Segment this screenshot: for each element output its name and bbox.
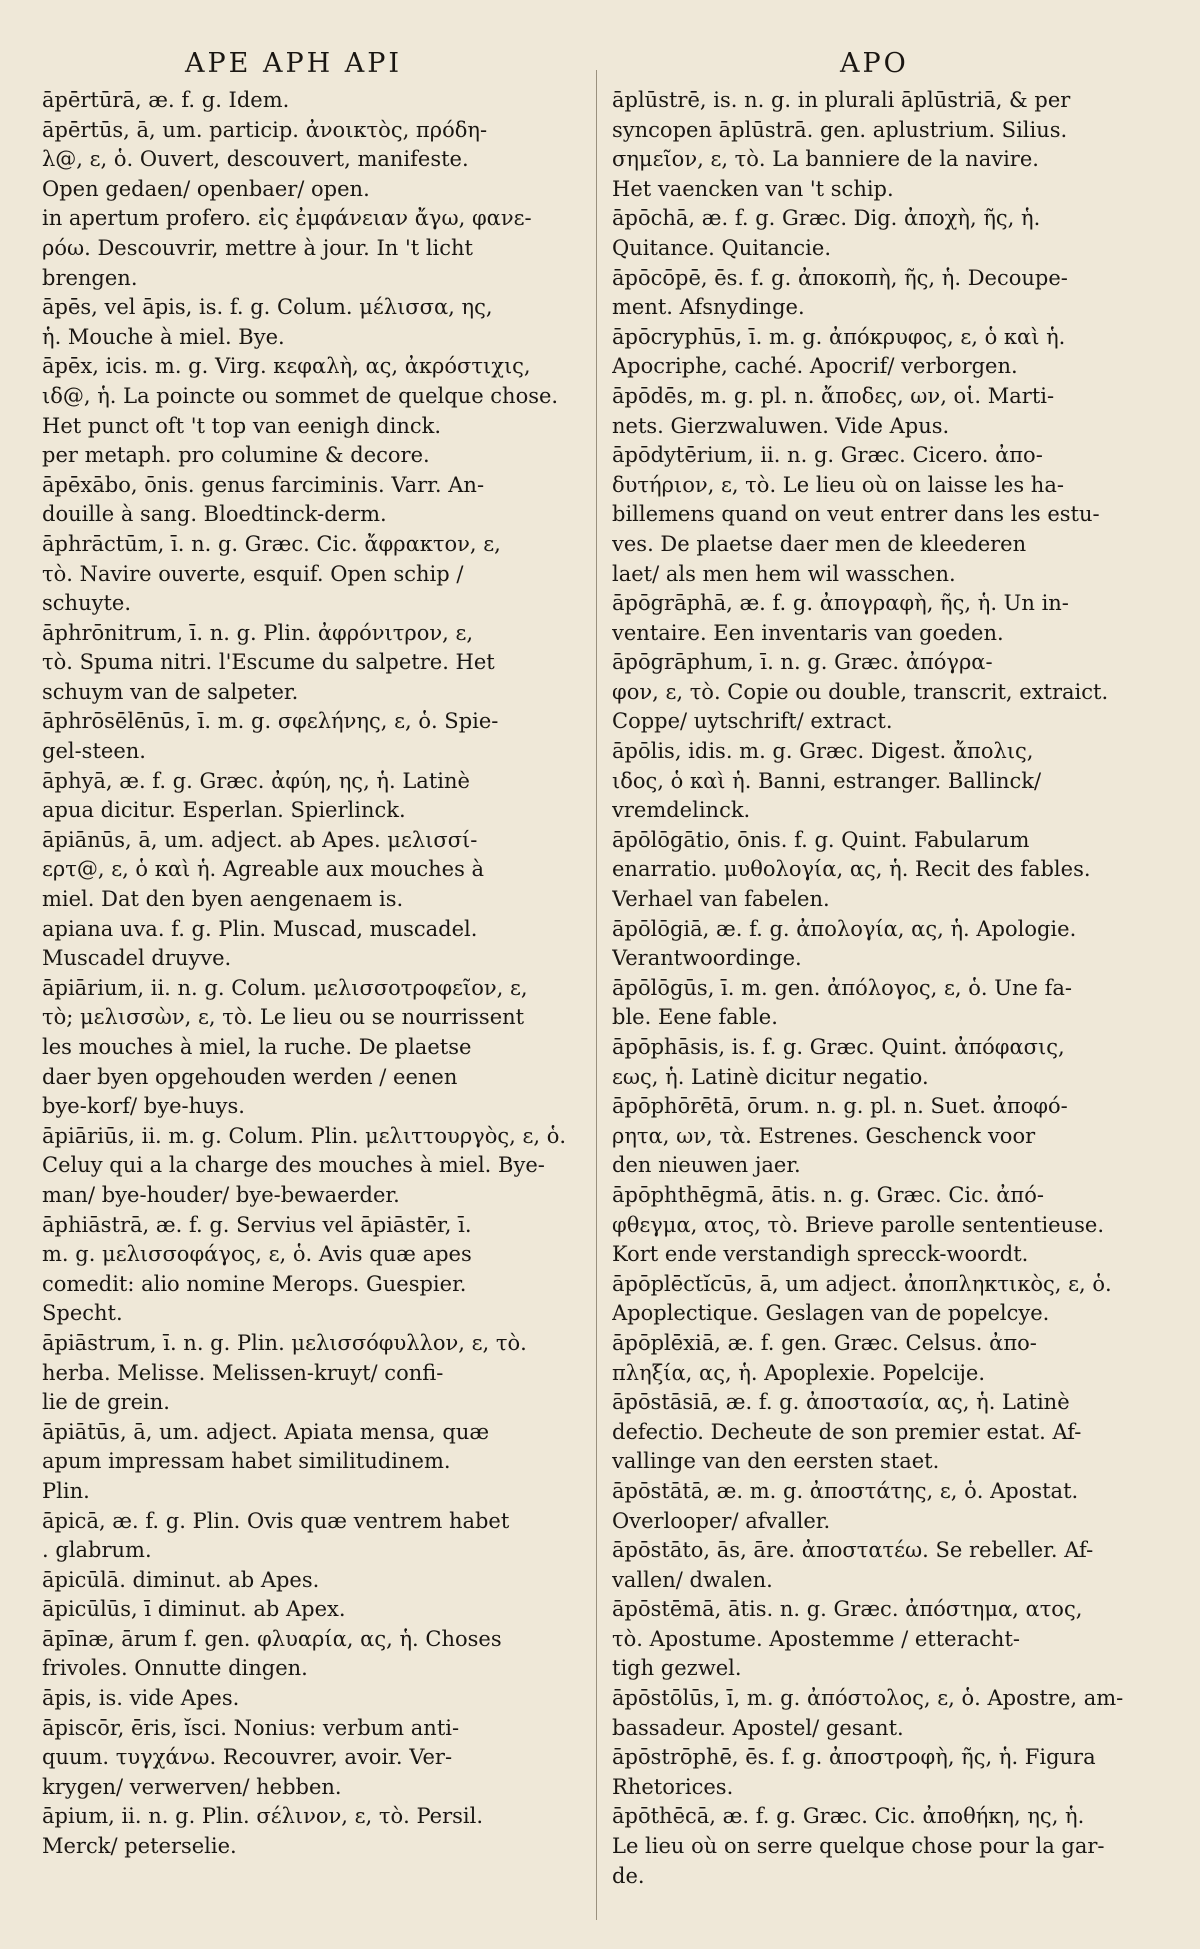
dictionary-line: vallinge van den eersten staet. [612, 1449, 940, 1474]
dictionary-line: τὸ. Navire ouverte, esquif. Open schip / [42, 561, 464, 586]
dictionary-line: āpōlōgūs, ī. m. gen. ἀπόλογος, ε, ὁ. Une fa- [612, 975, 1072, 1000]
dictionary-line: āpōgrāphā, æ. f. g. ἀπογραφὴ, ῆς, ἡ. Un in- [612, 591, 1069, 616]
dictionary-line: Quitance. Quitancie. [612, 235, 832, 260]
dictionary-line: āpōstāsiā, æ. f. g. ἀποστασία, ας, ἡ. Latinè [612, 1390, 1070, 1415]
dictionary-line: āpēs, vel āpis, is. f. g. Colum. μέλισσα, ης, [42, 295, 493, 320]
dictionary-line: lie de grein. [42, 1390, 170, 1415]
dictionary-line: m. g. μελισσοφάγος, ε, ὁ. Avis quæ apes [42, 1242, 472, 1267]
dictionary-line: āphrōsēlēnūs, ī. m. g. σφελήνης, ε, ὁ. Spie- [42, 709, 499, 734]
dictionary-line: āpōphōrētā, ōrum. n. g. pl. n. Suet. ἀποφό- [612, 1094, 1068, 1119]
dictionary-line: āpēx, icis. m. g. Virg. κεφαλὴ, ας, ἀκρόστιχις, [42, 354, 531, 379]
dictionary-line: āphrōnitrum, ī. n. g. Plin. ἀφρόνιτρον, ε, [42, 620, 474, 645]
dictionary-line: per metaph. pro columine & decore. [42, 443, 430, 468]
dictionary-line: āpōphāsis, is. f. g. Græc. Quint. ἀπόφασις, [612, 1035, 1065, 1059]
dictionary-line: Apocriphe, caché. Apocrif/ verborgen. [612, 354, 1018, 379]
dictionary-line: tigh gezwel. [612, 1656, 742, 1681]
dictionary-line: āpōstāto, ās, āre. ἀποστατέω. Se rebeller. Af- [612, 1538, 1094, 1563]
dictionary-line: āpōstātā, æ. m. g. ἀποστάτης, ε, ὁ. Apostat. [612, 1478, 1079, 1503]
dictionary-line: ρητα, ων, τὰ. Estrenes. Geschenck voor [612, 1123, 1036, 1148]
dictionary-line: δυτήριον, ε, τὸ. Le lieu où on laisse les ha- [612, 472, 1064, 497]
dictionary-line: Celuy qui a la charge des mouches à miel. Bye- [42, 1153, 545, 1178]
dictionary-line: λ@, ε, ὁ. Ouvert, descouvert, manifeste. [42, 147, 469, 172]
dictionary-line: āpōstōlūs, ī, m. g. ἀπόστολος, ε, ὁ. Apostre, am- [612, 1686, 1124, 1711]
dictionary-line: apum impressam habet similitudinem. [42, 1449, 451, 1474]
dictionary-line: āpōplēxiā, æ. f. gen. Græc. Celsus. ἀπο- [612, 1330, 1037, 1355]
dictionary-line: āpōstrōphē, ēs. f. g. ἀποστροφὴ, ῆς, ἡ. Figura [612, 1745, 1096, 1770]
page-header-left: APE APH API [185, 48, 403, 79]
dictionary-line: bassadeur. Apostel/ gesant. [612, 1715, 904, 1740]
dictionary-line: nets. Gierzwaluwen. Vide Apus. [612, 413, 950, 438]
dictionary-line: herba. Melisse. Melissen-kruyt/ confi- [42, 1360, 444, 1385]
dictionary-line: āpōplēctĭcūs, ā, um adject. ἀποπληκτικὸς, ε, ὁ. [612, 1271, 1112, 1296]
dictionary-line: τὸ. Spuma nitri. l'Escume du salpetre. Het [42, 650, 495, 675]
dictionary-line: Le lieu où on serre quelque chose pour la gar- [612, 1834, 1105, 1859]
dictionary-line: τὸ. Apostume. Apostemme / etteracht- [612, 1626, 1020, 1651]
dictionary-line: āpiānūs, ā, um. adject. ab Apes. μελισσί- [42, 827, 478, 852]
dictionary-line: Rhetorices. [612, 1774, 734, 1799]
dictionary-line: les mouches à miel, la ruche. De plaetse [42, 1035, 472, 1059]
dictionary-line: bye-korf/ bye-huys. [42, 1094, 245, 1119]
dictionary-line: āpiāstrum, ī. n. g. Plin. μελισσόφυλλον, ε, τὸ. [42, 1330, 527, 1355]
dictionary-line: . glabrum. [42, 1538, 152, 1563]
dictionary-line: Muscadel druyve. [42, 946, 232, 971]
dictionary-line: frivoles. Onnutte dingen. [42, 1656, 308, 1681]
dictionary-line: āpōdēs, m. g. pl. n. ἄποδες, ων, οἱ. Marti- [612, 383, 1055, 408]
dictionary-line: quum. τυγχάνω. Recouvrer, avoir. Ver- [42, 1745, 453, 1770]
dictionary-line: Verantwoordinge. [612, 946, 802, 971]
dictionary-line: den nieuwen jaer. [612, 1153, 801, 1178]
dictionary-line: ιδ@, ἡ. La poincte ou sommet de quelque chose. [42, 383, 559, 408]
dictionary-line: āpōthēcā, æ. f. g. Græc. Cic. ἀποθήκη, ης, ἡ. [612, 1804, 1085, 1829]
dictionary-line: Open gedaen/ openbaer/ open. [42, 176, 370, 201]
dictionary-line: āpīnæ, ārum f. gen. φλυαρία, ας, ἡ. Choses [42, 1626, 502, 1651]
dictionary-line: schuym van de salpeter. [42, 679, 299, 704]
dictionary-line: brengen. [42, 265, 138, 290]
dictionary-line: Het punct oft 't top van eenigh dinck. [42, 413, 442, 438]
dictionary-line: Specht. [42, 1301, 123, 1326]
dictionary-line: ment. Afsnydinge. [612, 295, 805, 320]
dictionary-line: daer byen opgehouden werden / eenen [42, 1064, 458, 1089]
dictionary-line: āphrāctūm, ī. n. g. Græc. Cic. ἄφρακτον, ε, [42, 531, 501, 556]
dictionary-line: in apertum profero. εἰς ἐμφάνειαν ἄγω, φανε- [42, 206, 532, 231]
page-header-right: APO [840, 48, 909, 79]
dictionary-line: Overlooper/ afvaller. [612, 1508, 831, 1533]
dictionary-line: enarratio. μυθολογία, ας, ἡ. Recit des fables. [612, 857, 1091, 882]
dictionary-line: vallen/ dwalen. [612, 1567, 773, 1592]
dictionary-line: ventaire. Een inventaris van goeden. [612, 620, 1004, 645]
dictionary-line: man/ bye-houder/ bye-bewaerder. [42, 1182, 400, 1207]
dictionary-line: āpērtūrā, æ. f. g. Idem. [42, 88, 290, 112]
dictionary-line: apiana uva. f. g. Plin. Muscad, muscadel. [42, 916, 478, 941]
right-column [612, 86, 1167, 1891]
dictionary-line: āpis, is. vide Apes. [42, 1686, 240, 1711]
dictionary-line: ρόω. Descouvrir, mettre à jour. In 't licht [42, 235, 473, 260]
dictionary-line: comedit: alio nomine Merops. Guespier. [42, 1271, 467, 1296]
dictionary-line: āpōphthēgmā, ātis. n. g. Græc. Cic. ἀπό- [612, 1182, 1044, 1207]
dictionary-line: φον, ε, τὸ. Copie ou double, transcrit, extraict. [612, 679, 1109, 704]
dictionary-line: āplūstrē, is. n. g. in plurali āplūstriā, & per [612, 88, 1071, 112]
dictionary-line: σημεῖον, ε, τὸ. La banniere de la navire. [612, 147, 1039, 172]
dictionary-line: εως, ἡ. Latinè dicitur negatio. [612, 1064, 929, 1089]
dictionary-line: syncopen āplūstrā. gen. aplustrium. Silius. [612, 117, 1068, 142]
dictionary-line: āpium, ii. n. g. Plin. σέλινον, ε, τὸ. Persil. [42, 1804, 484, 1829]
dictionary-line: de. [612, 1863, 645, 1888]
dictionary-line: billemens quand on veut entrer dans les estu- [612, 502, 1100, 527]
dictionary-line: āpōgrāphum, ī. n. g. Græc. ἀπόγρα- [612, 650, 993, 675]
dictionary-line: āpōstēmā, ātis. n. g. Græc. ἀπόστημα, ατος, [612, 1597, 1083, 1622]
left-column [42, 86, 617, 1862]
dictionary-line: Het vaencken van 't schip. [612, 176, 894, 201]
dictionary-line: ιδος, ὁ καὶ ἡ. Banni, estranger. Ballinck/ [612, 768, 1042, 793]
dictionary-line: Apoplectique. Geslagen van de popelcye. [612, 1301, 1050, 1326]
dictionary-line: ves. De plaetse daer men de kleederen [612, 531, 1027, 556]
dictionary-line: āpōcōpē, ēs. f. g. ἀποκοπὴ, ῆς, ἡ. Decoupe- [612, 265, 1068, 290]
dictionary-line: Kort ende verstandigh sprecck-woordt. [612, 1242, 1029, 1267]
dictionary-line: āpicūlūs, ī diminut. ab Apex. [42, 1597, 346, 1622]
dictionary-line: āpōcryphūs, ī. m. g. ἀπόκρυφος, ε, ὁ καὶ ἡ. [612, 324, 1066, 349]
dictionary-line: Merck/ peterselie. [42, 1834, 237, 1859]
dictionary-line: āphiāstrā, æ. f. g. Servius vel āpiāstēr, ī. [42, 1212, 472, 1237]
dictionary-line: ble. Eene fable. [612, 1005, 778, 1030]
dictionary-line: Verhael van fabelen. [612, 887, 830, 912]
dictionary-line: āpōlōgiā, æ. f. g. ἀπολογία, ας, ἡ. Apologie. [612, 916, 1077, 941]
dictionary-line: ἡ. Mouche à miel. Bye. [42, 324, 285, 349]
dictionary-line: apua dicitur. Esperlan. Spierlinck. [42, 798, 406, 823]
dictionary-line: φθεγμα, ατος, τὸ. Brieve parolle sententieuse. [612, 1212, 1104, 1237]
dictionary-line: āpiātūs, ā, um. adject. Apiata mensa, quæ [42, 1419, 490, 1444]
dictionary-line: vremdelinck. [612, 798, 751, 823]
dictionary-line: krygen/ verwerven/ hebben. [42, 1774, 342, 1799]
dictionary-line: τὸ; μελισσὼν, ε, τὸ. Le lieu ou se nourrissent [42, 1005, 525, 1030]
dictionary-line: laet/ als men hem wil wasschen. [612, 561, 956, 586]
dictionary-line: āpiārium, ii. n. g. Colum. μελισσοτροφεῖον, ε, [42, 975, 528, 1000]
dictionary-line: miel. Dat den byen aengenaem is. [42, 887, 404, 912]
dictionary-line: gel-steen. [42, 739, 146, 764]
dictionary-line: schuyte. [42, 591, 131, 616]
dictionary-line: āpicūlā. diminut. ab Apes. [42, 1567, 320, 1592]
dictionary-line: douille à sang. Bloedtinck-derm. [42, 502, 387, 527]
dictionary-line: āpōlōgātio, ōnis. f. g. Quint. Fabularum [612, 827, 1030, 852]
dictionary-line: āpicā, æ. f. g. Plin. Ovis quæ ventrem habet [42, 1508, 510, 1533]
dictionary-line: Coppe/ uytschrift/ extract. [612, 709, 893, 734]
dictionary-line: āpēxābo, ōnis. genus farciminis. Varr. An- [42, 472, 485, 497]
dictionary-line: πληξία, ας, ἡ. Apoplexie. Popelcije. [612, 1360, 986, 1385]
dictionary-line: āpōchā, æ. f. g. Græc. Dig. ἀποχὴ, ῆς, ἡ. [612, 206, 1041, 231]
dictionary-line: āphyā, æ. f. g. Græc. ἀφύη, ης, ἡ. Latinè [42, 768, 470, 793]
dictionary-line: ερτ@, ε, ὁ καὶ ἡ. Agreable aux mouches à [42, 857, 485, 882]
dictionary-line: defectio. Decheute de son premier estat. Af- [612, 1419, 1082, 1444]
dictionary-line: āpiāriūs, ii. m. g. Colum. Plin. μελιττουργὸς, ε, ὁ. [42, 1123, 567, 1148]
dictionary-line: āpiscōr, ēris, ĭsci. Nonius: verbum anti- [42, 1715, 460, 1740]
dictionary-line: Plin. [42, 1478, 90, 1503]
dictionary-line: āpōdytērium, ii. n. g. Græc. Cicero. ἀπο- [612, 443, 1043, 468]
dictionary-line: āpērtūs, ā, um. particip. ἀνοικτὸς, πρόδη- [42, 117, 488, 142]
dictionary-line: āpōlis, idis. m. g. Græc. Digest. ἄπολις, [612, 739, 1034, 764]
